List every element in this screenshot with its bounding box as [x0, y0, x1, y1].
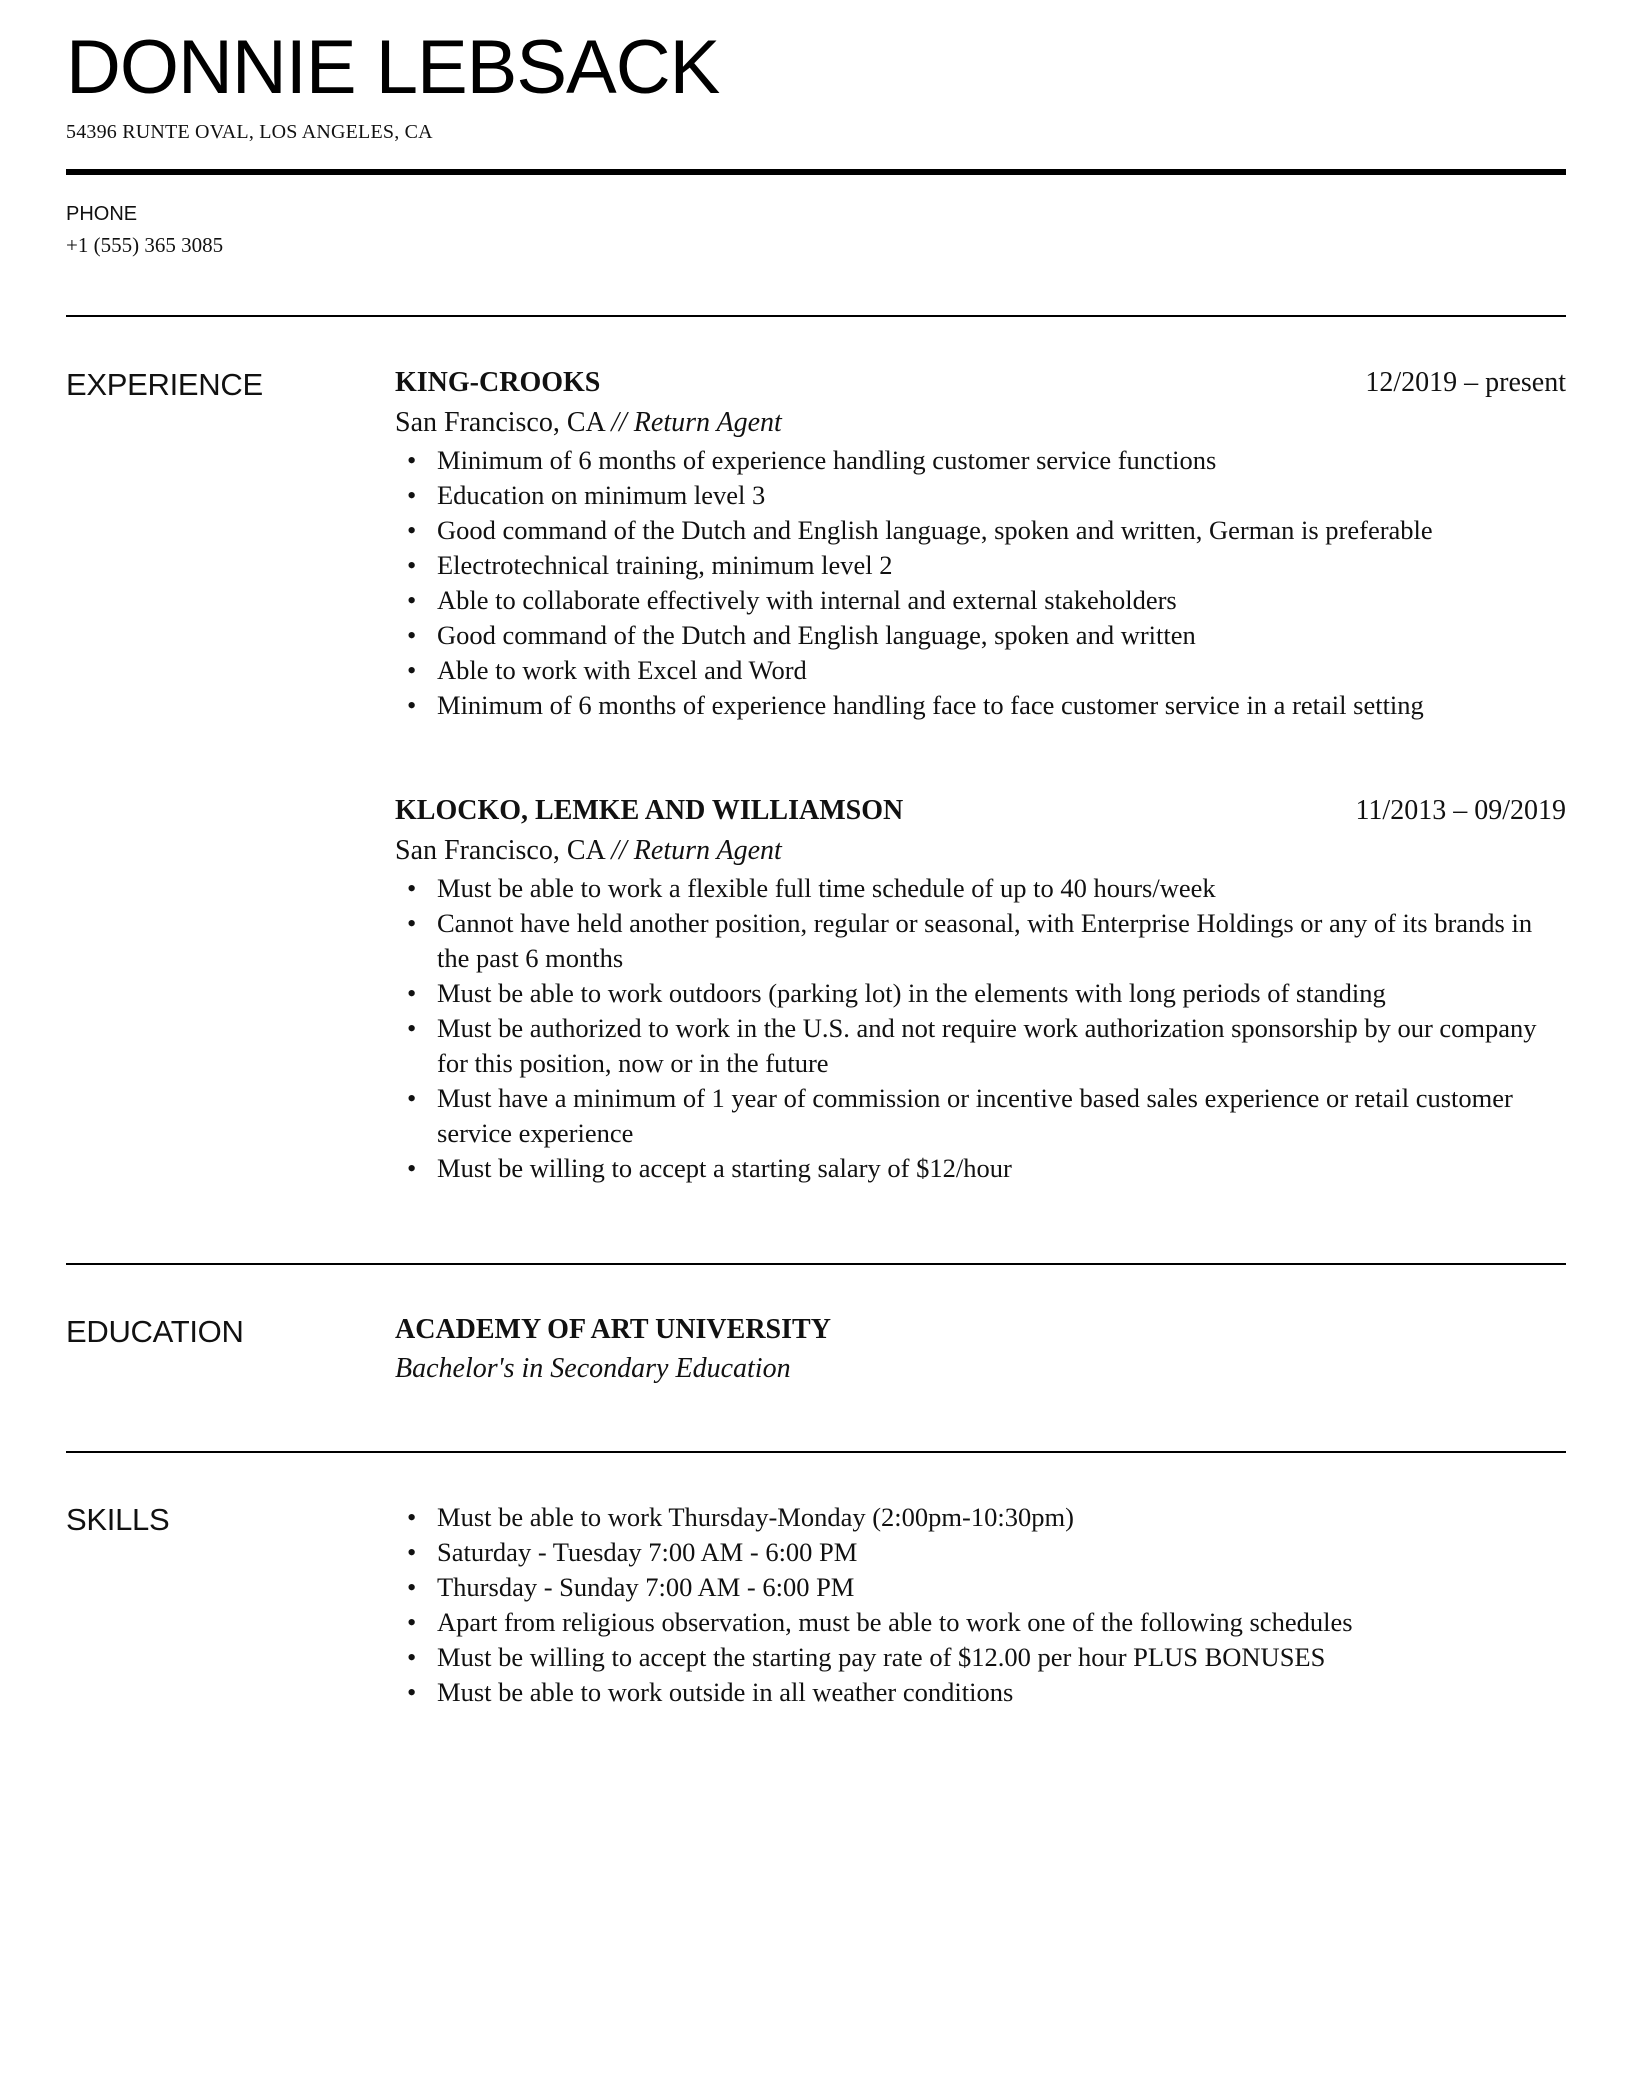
education-entry [395, 1310, 1566, 1388]
job-duties-list [395, 871, 1566, 1186]
phone-number: +1 (555) 365 3085 [66, 233, 224, 257]
list-item: • Able to work with Excel and Word [395, 653, 1566, 688]
school-name: ACADEMY OF ART UNIVERSITY [395, 1314, 831, 1345]
skills-entry [395, 1500, 1566, 1710]
degree-name: Bachelor's in Secondary Education [395, 1353, 791, 1384]
candidate-address: 54396 RUNTE OVAL, LOS ANGELES, CA [66, 121, 433, 143]
list-item: • Good command of the Dutch and English language, spoken and written [395, 618, 1566, 653]
list-item: • Thursday - Sunday 7:00 AM - 6:00 PM [395, 1570, 1566, 1605]
job-location: San Francisco, CA [395, 407, 605, 438]
list-item: • Must be able to work outdoors (parking lot) in the elements with long periods of standing [395, 976, 1566, 1011]
job-dates: 12/2019 – present [1365, 367, 1566, 398]
list-item: • Apart from religious observation, must be able to work one of the following schedules [395, 1605, 1566, 1640]
list-item: • Education on minimum level 3 [395, 478, 1566, 513]
job-role: Return Agent [633, 835, 782, 866]
skills-section-title: SKILLS [66, 1502, 170, 1537]
job-location: San Francisco, CA [395, 835, 605, 866]
list-item: • Able to collaborate effectively with internal and external stakeholders [395, 583, 1566, 618]
company-name: KING-CROOKS [395, 367, 601, 398]
list-item: • Must be willing to accept the starting pay rate of $12.00 per hour PLUS BONUSES [395, 1640, 1566, 1675]
list-item: • Must be able to work outside in all weather conditions [395, 1675, 1566, 1710]
education-section-title: EDUCATION [66, 1314, 244, 1349]
header-divider [66, 169, 1566, 175]
job-location-role [395, 831, 1566, 871]
list-item: • Good command of the Dutch and English language, spoken and written, German is preferable [395, 513, 1566, 548]
role-separator: // [611, 407, 627, 438]
experience-entry [395, 363, 1566, 723]
list-item: • Must be able to work a flexible full time schedule of up to 40 hours/week [395, 871, 1566, 906]
candidate-name: DONNIE LEBSACK [66, 25, 720, 110]
role-separator: // [611, 835, 627, 866]
list-item: • Must be willing to accept a starting salary of $12/hour [395, 1151, 1566, 1186]
list-item: • Must be able to work Thursday-Monday (2:00pm-10:30pm) [395, 1500, 1566, 1535]
job-header [395, 791, 1566, 831]
job-dates: 11/2013 – 09/2019 [1355, 795, 1566, 826]
phone-label: PHONE [66, 203, 138, 225]
section-divider [66, 1263, 1566, 1265]
job-header [395, 363, 1566, 403]
company-name: KLOCKO, LEMKE AND WILLIAMSON [395, 795, 904, 826]
section-divider [66, 1451, 1566, 1453]
experience-section-title: EXPERIENCE [66, 367, 263, 402]
list-item: • Saturday - Tuesday 7:00 AM - 6:00 PM [395, 1535, 1566, 1570]
job-location-role [395, 403, 1566, 443]
list-item: • Minimum of 6 months of experience handling customer service functions [395, 443, 1566, 478]
list-item: • Must be authorized to work in the U.S. and not require work authorization sponsorship by our company for this position, now or in the future [395, 1011, 1566, 1081]
section-divider [66, 315, 1566, 317]
job-role: Return Agent [633, 407, 782, 438]
experience-entry [395, 791, 1566, 1186]
list-item: • Minimum of 6 months of experience handling face to face customer service in a retail setting [395, 688, 1566, 723]
list-item: • Electrotechnical training, minimum level 2 [395, 548, 1566, 583]
job-duties-list [395, 443, 1566, 723]
list-item: • Must have a minimum of 1 year of commission or incentive based sales experience or retail customer service experience [395, 1081, 1566, 1151]
list-item: • Cannot have held another position, regular or seasonal, with Enterprise Holdings or any of its brands in the past 6 months [395, 906, 1566, 976]
skills-list [395, 1500, 1566, 1710]
